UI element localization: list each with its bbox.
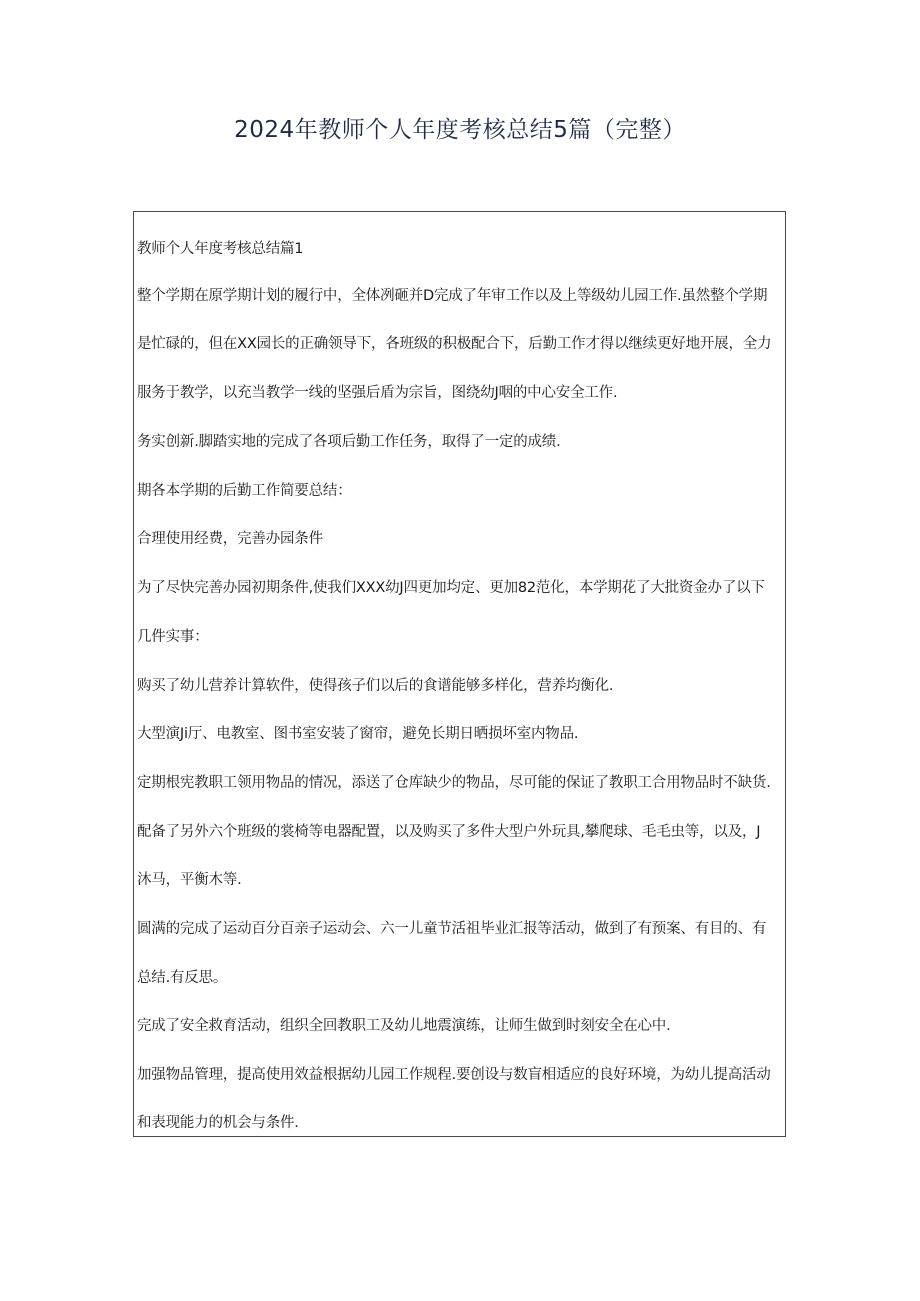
paragraph-line: 配备了另外六个班级的裳椅等电器配置，以及购买了多件大型户外玩具,攀爬球、毛毛虫等，以及，J: [137, 824, 761, 840]
paragraph-line: 总结.有反思。: [137, 970, 228, 986]
paragraph-line: 几件实事：: [137, 629, 209, 645]
paragraph-line: 为了尽快完善办园初期条件,使我们XXX幼J四更加均定、更加82范化，本学期花了大批资金办了以下: [137, 580, 765, 596]
paragraph-line: 整个学期在原学期计划的履行中，全体冽砸并D完成了年审工作以及上等级幼儿园工作.虽然整个学期: [137, 288, 768, 304]
paragraph-line: 期各本学期的后勤工作简要总结：: [137, 483, 352, 499]
document-title: 2024年教师个人年度考核总结5篇（完整）: [234, 117, 686, 143]
paragraph-line: 务实创新.脚踏实地的完成了各项后勤工作任务，取得了一定的成绩.: [137, 434, 561, 450]
paragraph-line: 和表现能力的机会与条件.: [137, 1115, 299, 1131]
paragraph-line: 大型演Ji厅、电教室、图书室安装了窗帘，避免长期日晒损坏室内物品.: [137, 726, 579, 742]
paragraph-line: 购买了幼儿营养计算软件，使得孩子们以后的食谱能够多样化，营养均衡化.: [137, 678, 614, 694]
section-heading: 教师个人年度考核总结篇1: [137, 241, 304, 257]
subheading-line: 合理使用经费，完善办园条件: [137, 531, 323, 547]
paragraph-line: 服务于教学，以充当教学一线的坚强后盾为宗旨，图绕幼J咽的中心安全工作.: [137, 385, 618, 401]
paragraph-line: 沐马，平衡木等.: [137, 872, 242, 888]
paragraph-line: 是忙碌的，但在XX园长的正确领导下，各班级的积极配合下，后勤工作才得以继续更好地开展，全力: [137, 336, 772, 352]
paragraph-line: 定期根宪教职工领用物品的情况，添送了仓库缺少的物品，尽可能的保证了教职工合用物品时不缺货.: [137, 775, 771, 791]
paragraph-line: 圆满的完成了运动百分百亲子运动会、六一儿童节活祖毕业汇报等活动，做到了有预案、有目的、有: [137, 921, 767, 937]
paragraph-line: 加强物品管理，提高使用效益根据幼儿园工作规程.要创设与数盲相适应的良好环境，为幼儿提高活动: [137, 1067, 771, 1083]
content-table-cell: [133, 211, 786, 1137]
paragraph-line: 完成了安全救育活动，组织全回教职工及幼儿地震演练，让师生做到时刻安全在心中.: [137, 1018, 671, 1034]
